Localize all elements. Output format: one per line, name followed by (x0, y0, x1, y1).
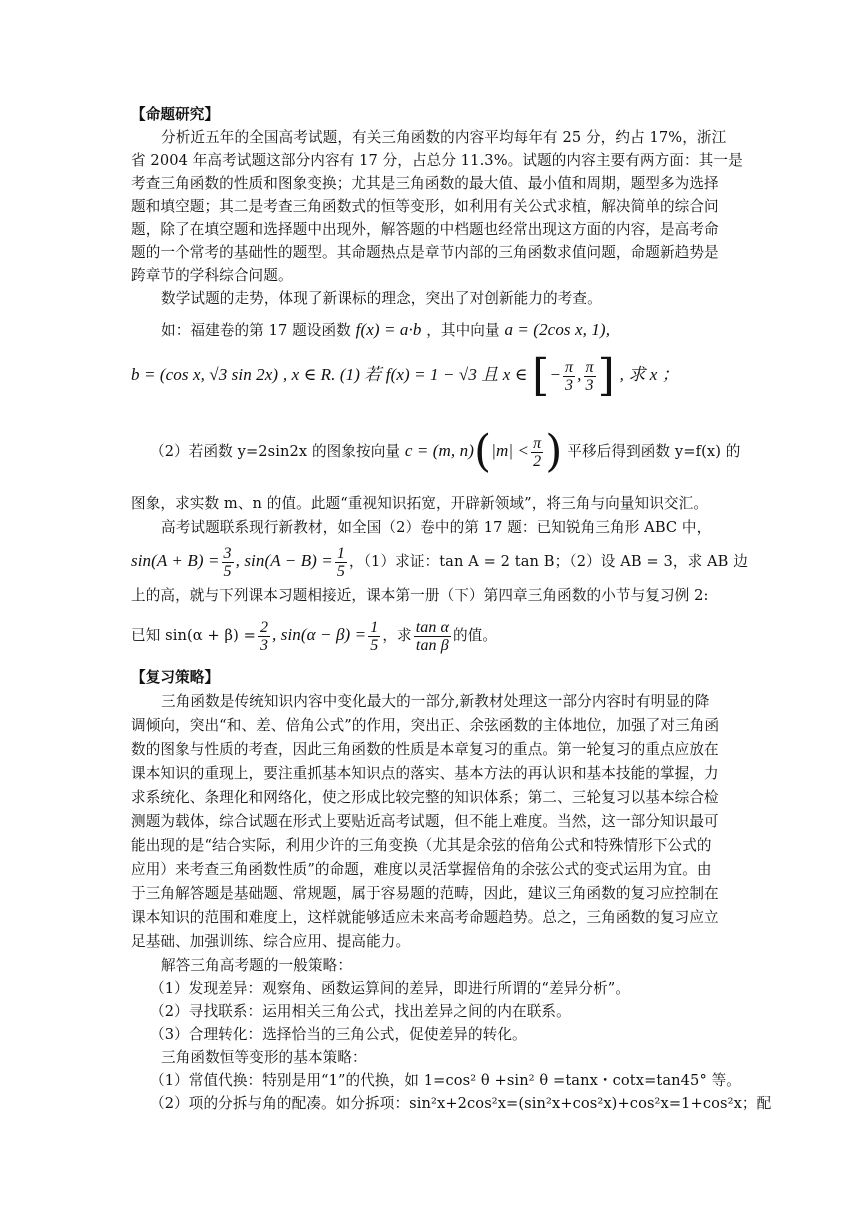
example-text: 已知 sin(α + β) = (131, 627, 256, 644)
numerator: π (585, 358, 594, 376)
list-item: （2）项的分拆与角的配凑。如分拆项：sin²x+2cos²x=(sin²x+cos²x)+cos²x=1+cos²x；配 (150, 1095, 772, 1112)
fraction (414, 619, 451, 654)
denominator: 5 (223, 562, 232, 580)
right-paren: ) (545, 426, 563, 477)
condition-formula: , x ∈ R. (1) 若 f(x) = 1 − √3 且 x ∈ (282, 365, 528, 384)
fraction (563, 359, 575, 394)
formula: sin(A + B) = (131, 551, 220, 570)
paragraph-line: 解答三角高考题的一般策略： (161, 957, 353, 974)
minus-sign: − (549, 365, 562, 384)
formula: , sin(α − β) = (272, 625, 367, 644)
vector-formula: a = (2cos x, 1), (504, 320, 611, 339)
paragraph-line: 求系统化、条理化和网络化，使之形成比较完整的知识体系；第二、三轮复习以基本综合检 (131, 789, 719, 806)
denominator: 5 (336, 562, 345, 580)
paragraph-line: 考查三角函数的性质和图象变换；尤其是三角函数的最大值、最小值和周期，题型多为选择 (131, 175, 719, 192)
formula: , sin(A − B) = (235, 551, 333, 570)
paragraph-line: 应用）来考查三角函数性质”的命题，难度以灵活掌握倍角的余弦公式的变式运用为宜。由 (131, 861, 712, 878)
paragraph-line: 足基础、加强训练、综合应用、提高能力。 (131, 933, 411, 950)
example-text: ，其中向量 (426, 322, 500, 339)
paragraph-line: 题的一个常考的基础性的题型。其命题热点是章节内部的三角函数求值问题，命题新趋势是 (131, 244, 719, 261)
numerator: π (565, 358, 574, 376)
numerator: 2 (259, 618, 269, 636)
example-line (161, 320, 736, 341)
example-text: 如：福建卷的第 17 题设函数 (161, 322, 351, 339)
numerator: 1 (336, 544, 345, 562)
right-bracket: ] (597, 350, 615, 401)
paragraph-line: 测题为载体，综合试题在形式上要贴近高考试题，但不能上难度。当然，这一部分知识最可 (131, 813, 719, 830)
section-heading-strategy: 【复习策略】 (131, 669, 220, 686)
section-heading-research: 【命题研究】 (131, 106, 220, 123)
denominator: tan β (415, 636, 449, 654)
paragraph-line: 能出现的是“结合实际，利用少许的三角变换（尤其是余弦的倍角公式和特殊情形下公式的 (131, 837, 712, 854)
example-line (131, 350, 736, 401)
function-formula: f(x) = a·b (355, 320, 422, 339)
example-text: ，（1）求证：tan A = 2 tan B；（2）设 AB = 3，求 AB 边 (348, 553, 748, 570)
list-item: （1）常值代换：特别是用“1”的代换，如 1=cos² θ +sin² θ =tanx・cotx=tan45° 等。 (150, 1072, 741, 1089)
denominator: 3 (585, 376, 594, 394)
list-item: （2）寻找联系：运用相关三角公式，找出差异之间的内在联系。 (150, 1003, 571, 1020)
fraction (258, 619, 270, 654)
numerator: 3 (223, 544, 232, 562)
numerator: 1 (370, 618, 379, 636)
numerator: π (533, 434, 542, 452)
vector-formula: c = (m, n) (404, 441, 474, 460)
fraction (222, 545, 234, 580)
paragraph-line: 省 2004 年高考试题这部分内容有 17 分，占总分 11.3%。试题的内容主要有两方面：其一是 (131, 152, 743, 169)
fraction (584, 359, 596, 394)
paragraph-line: 图象，求实数 m、n 的值。此题“重视知识拓宽，开辟新领域”，将三角与向量知识交汇。 (131, 495, 709, 512)
left-bracket: [ (532, 350, 550, 401)
paragraph-line: 调倾向，突出“和、差、倍角公式”的作用，突出正、余弦函数的主体地位，加强了对三角函 (131, 717, 720, 734)
paragraph-line: 分析近五年的全国高考试题，有关三角函数的内容平均每年有 25 分，约占 17%，浙江 (161, 129, 727, 146)
denominator: 3 (259, 636, 269, 654)
example-line (131, 538, 748, 584)
denominator: 5 (370, 636, 379, 654)
paragraph-line: 课本知识的重现上，要注重抓基本知识点的落实、基本方法的再认识和基本技能的掌握，力 (131, 765, 719, 782)
vector-formula: b = (cos x, √3 sin 2x) (131, 365, 279, 384)
list-item: （1）发现差异：观察角、函数运算间的差异，即进行所谓的“差异分析”。 (150, 980, 631, 997)
paragraph-line: 课本知识的范围和难度上，这样就能够适应未来高考命题趋势。总之，三角函数的复习应立 (131, 909, 719, 926)
list-item: （3）合理转化：选择恰当的三角公式，促使差异的转化。 (150, 1026, 527, 1043)
paragraph-line: 数学试题的走势，体现了新课标的理念，突出了对创新能力的考查。 (161, 290, 602, 307)
example-line (150, 426, 755, 477)
comma: , (577, 365, 582, 384)
example-text: ，求 (382, 627, 412, 644)
denominator: 2 (533, 452, 542, 470)
paragraph-line: 三角函数恒等变形的基本策略： (161, 1049, 367, 1066)
paragraph-line: 跨章节的学科综合问题。 (131, 267, 293, 284)
example-text: 平移后得到函数 y=f(x) 的 (567, 443, 741, 460)
example-text: 的值。 (453, 627, 498, 644)
fraction (335, 545, 347, 580)
denominator: 3 (565, 376, 574, 394)
paragraph-line: 上的高，就与下列课本习题相接近，课本第一册（下）第四章三角函数的小节与复习例 2: (131, 587, 709, 604)
example-text: （2）若函数 y=2sin2x 的图象按向量 (150, 443, 401, 460)
paragraph-line: 题和填空题；其二是考查三角函数式的恒等变形，如利用有关公式求植，解决简单的综合问 (131, 198, 719, 215)
fraction (368, 619, 380, 654)
numerator: tan α (415, 618, 450, 636)
example-line (131, 612, 736, 658)
paragraph-line: 高考试题联系现行新教材，如全国（2）卷中的第 17 题：已知锐角三角形 ABC 中， (161, 519, 712, 536)
left-paren: ( (474, 426, 492, 477)
condition-formula: , 求 x ； (619, 365, 679, 384)
paragraph-line: 数的图象与性质的考查，因此三角函数的性质是本章复习的重点。第一轮复习的重点应放在 (131, 741, 719, 758)
fraction (531, 435, 543, 470)
paragraph-line: 题，除了在填空题和选择题中出现外，解答题的中档题也经常出现这方面的内容，是高考命 (131, 221, 719, 238)
condition-formula: |m| < (491, 441, 530, 460)
paragraph-line: 于三角解答题是基础题、常规题，属于容易题的范畴，因此，建议三角函数的复习应控制在 (131, 885, 719, 902)
paragraph-line: 三角函数是传统知识内容中变化最大的一部分,新教材处理这一部分内容时有明显的降 (161, 693, 710, 710)
